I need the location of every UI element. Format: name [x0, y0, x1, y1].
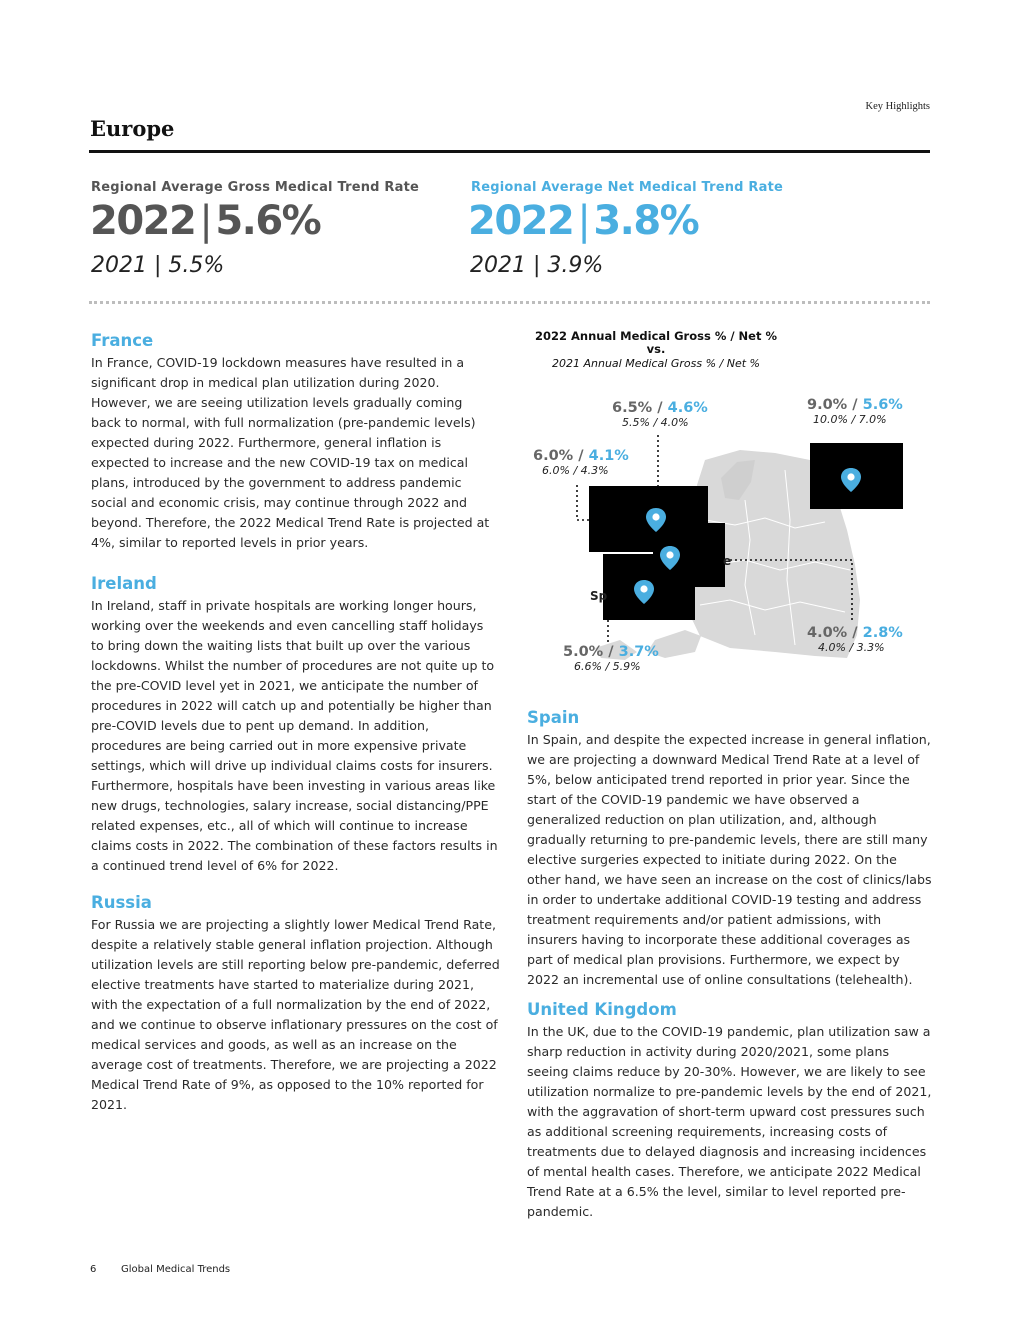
spain-label-fragment: Sp [590, 589, 608, 603]
ireland-2022-rates: 6.0% / 4.1% [533, 448, 629, 464]
map-title-line3: 2021 Annual Medical Gross % / Net % [551, 357, 760, 370]
net-rate-value: 3.8% [593, 198, 699, 244]
page-number: 6 [90, 1264, 97, 1275]
section-body-uk: In the UK, due to the COVID-19 pandemic, plan utilization saw a sharp reduction in activity during 2020/2021, some plans seeing claims reduce by 20-30%. However, we are likely to see utilization normalize to pre-pandemic levels by the end of 2021, with the aggravation of short-term upward cost pressures such as additional screening requirements, increasing costs of treatments due to delayed diagnosis and increasing incidences of mental health cases. Therefore, we anticipate 2022 Medical Trend Rate at a 6.5% the level, similar to level reported pre-pandemic. [527, 1024, 932, 1219]
publication-name: Global Medical Trends [121, 1264, 231, 1275]
section-body-ireland: In Ireland, staff in private hospitals are working longer hours, working over the weekends and even cancelling staff holidays to bring down the waiting lists that built up over the various lockdowns. Whilst the number of procedures are not quite up to the pre-COVID level yet in 2021, we anticipate the number of procedures in 2022 will catch up and potentially be higher than pre-COVID levels due to pent up demand. In addition, procedures are being carried out in more expensive private settings, which will drive up individual claims costs for insurers. Furthermore, hospitals have been investing in various areas like new drugs, technologies, salary increase, social distancing/PPE related expenses, etc., all of which will continue to increase claims costs in 2022. The combination of these factors results in a continued trend level of 6% for 2022. [91, 598, 498, 873]
ireland-2021-rates: 6.0% / 4.3% [542, 464, 609, 477]
gross-rate-label: Regional Average Gross Medical Trend Rate [91, 180, 420, 195]
france-2022-rates: 4.0% / 2.8% [807, 625, 903, 641]
spain-2022-rates: 5.0% / 3.7% [563, 644, 659, 660]
russia-2021-rates: 10.0% / 7.0% [813, 413, 887, 426]
map-title [527, 329, 785, 370]
section-body-russia: For Russia we are projecting a slightly lower Medical Trend Rate, despite a relatively stable general inflation projection. Although utilization levels are still reporting below pre-pandemic, deferred elective treatments have started to materialize during 2021, with the expectation of a full normalization by the end of 2022, and we continue to observe inflationary pressures on the cost of medical services and goods, as well as an increase on the average cost of treatments. Therefore, we are projecting a 2022 Medical Trend Rate of 9%, as opposed to the 10% reported for 2021. [91, 917, 500, 1112]
france-label-fragment: e [723, 554, 732, 568]
net-rate-2021: 2021 | 3.9% [470, 253, 604, 278]
dotted-divider [89, 301, 930, 304]
gross-rate-value: 5.6% [215, 198, 321, 244]
net-rate-2022 [468, 198, 698, 244]
map-title-line1: 2022 Annual Medical Gross % / Net % [535, 329, 777, 343]
net-separator: | [577, 198, 590, 244]
gross-year: 2022 [90, 198, 196, 244]
map-title-line2: vs. [646, 342, 666, 356]
section-body-france: In France, COVID-19 lockdown measures have resulted in a significant drop in medical plan utilization during 2020. However, we are seeing utilization levels gradually coming back to normal, with full normalization (pre-pandemic levels) expected during 2022. Furthermore, general inflation is expected to increase and the new COVID-19 tax on medical plans, introduced by the government to address pandemic social and economic crisis, may continue through 2022 and beyond. Therefore, the 2022 Medical Trend Rate is projected at 4%, similar to reported levels in prior years. [91, 355, 490, 550]
france-callout [807, 625, 903, 654]
gross-rate-2021: 2021 | 5.5% [91, 253, 225, 278]
net-rate-label: Regional Average Net Medical Trend Rate [471, 180, 784, 195]
title-divider [89, 150, 930, 153]
section-title-russia: Russia [91, 893, 152, 912]
spain-callout [563, 644, 659, 673]
russia-callout [807, 397, 903, 426]
gross-separator: | [199, 198, 212, 244]
russia-2022-rates: 9.0% / 5.6% [807, 397, 903, 413]
france-2021-rates: 4.0% / 3.3% [818, 641, 885, 654]
running-header: Key Highlights [865, 101, 930, 112]
gross-rate-2022 [90, 198, 320, 244]
section-title-spain: Spain [527, 708, 580, 727]
uk-callout [612, 400, 708, 429]
section-body-spain: In Spain, and despite the expected increase in general inflation, we are projecting a downward Medical Trend Rate at a level of 5%, below anticipated trend reported in prior year. Since the start of the COVID-19 pandemic we have observed a generalized reduction on plan utilization, and, although gradually returning to pre-pandemic levels, there are still many elective surgeries expected to initiate during 2022. On the other hand, we have seen an increase on the cost of clinics/labs in order to undertake additional COVID-19 testing and address treatment requirements and/or patient admissions, with insurers having to incorporate these additional coverages as part of medical plan provisions. Furthermore, we expect by 2022 an incremental use of online consultations (telehealth). [527, 732, 932, 987]
section-title-france: France [91, 331, 154, 350]
section-title-ireland: Ireland [91, 574, 157, 593]
section-title-uk: United Kingdom [527, 1000, 677, 1019]
page-title: Europe [90, 116, 175, 141]
uk-2021-rates: 5.5% / 4.0% [622, 416, 689, 429]
net-year: 2022 [468, 198, 574, 244]
spain-2021-rates: 6.6% / 5.9% [574, 660, 641, 673]
ireland-callout [533, 448, 629, 477]
uk-2022-rates: 6.5% / 4.6% [612, 400, 708, 416]
